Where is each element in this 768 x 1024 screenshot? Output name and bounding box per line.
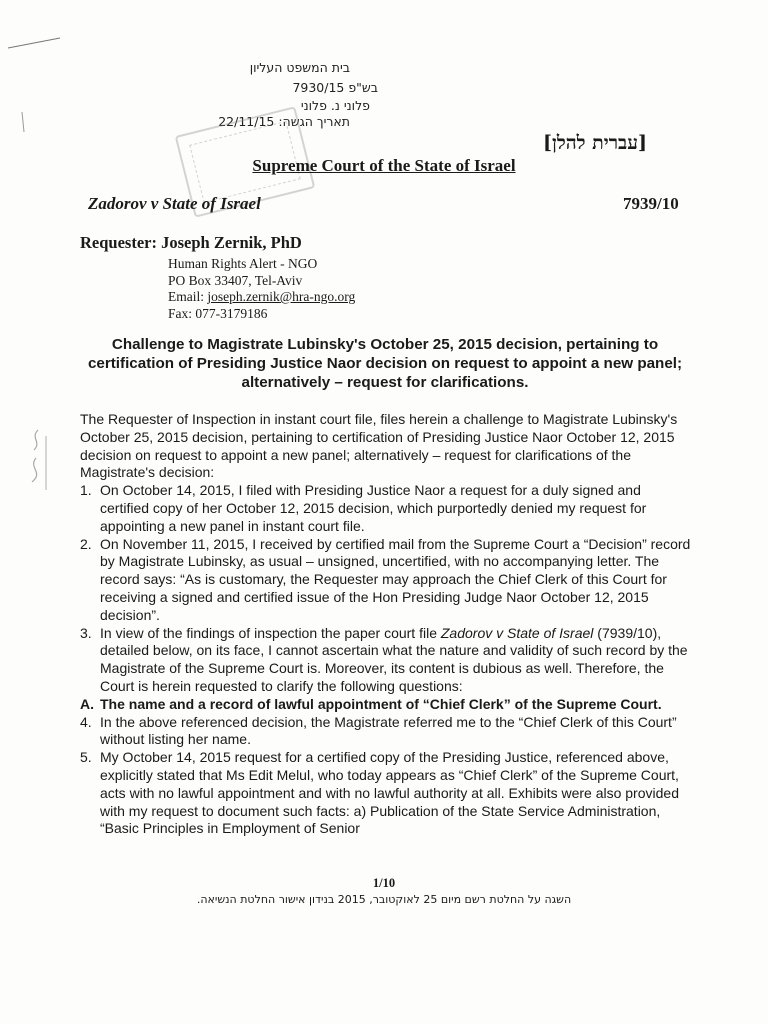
- page-number: 1/10: [372, 876, 396, 890]
- item-text: My October 14, 2015 request for a certified copy of the Presiding Justice, referenced above, explicitly stated that Ms Edit Melul, who today appears as “Chief Clerk” of the Supreme Court, acts with no lawful appointment and with no lawful authority at all. Exhibits were also provided with my request to document such facts: a) Publication of the State Service Administration, “Basic Principles in Employment of Senior: [100, 749, 679, 837]
- list-item: [80, 625, 692, 696]
- hebrew-case-line: בש"פ 7930/15: [292, 80, 378, 95]
- requester-po-box: PO Box 33407, Tel-Aviv: [168, 272, 303, 288]
- margin-handwriting-icon: [20, 428, 50, 498]
- case-title: Zadorov v State of Israel: [88, 194, 261, 213]
- item-text: The name and a record of lawful appointment of “Chief Clerk” of the Supreme Court.: [100, 695, 662, 712]
- requester-name: Requester: Joseph Zernik, PhD: [80, 233, 302, 252]
- list-item: [80, 536, 692, 625]
- item-text: In view of the findings of inspection the paper court file Zadorov v State of Israel (7939/10), detailed below, on its face, I cannot ascertain what the nature and validity of such record by the Magistrate of the Supreme Court is. Moreover, its content is dubious as well. Therefore, the Court is herein requested to clarify the following questions:: [100, 624, 688, 694]
- requester-address: [168, 256, 355, 322]
- document-body: [80, 411, 692, 838]
- item-text: In the above referenced decision, the Magistrate referred me to the “Chief Clerk of this Court” without listing her name.: [100, 713, 677, 748]
- item-text: On October 14, 2015, I filed with Presiding Justice Naor a request for a duly signed and certified copy of her October 12, 2015 decision, which purportedly denied my request for appointing a new panel in instant court file.: [100, 482, 647, 534]
- email-link[interactable]: joseph.zernik@hra-ngo.org: [207, 289, 356, 304]
- list-item: [80, 749, 692, 838]
- list-item-heading: [80, 696, 692, 714]
- hebrew-date-line: תאריך הגשה: 22/11/15: [218, 114, 350, 129]
- requester-fax: Fax: 077-3179186: [168, 305, 268, 321]
- list-item: [80, 482, 692, 535]
- hebrew-footer: השגה על החלטת רשם מיום 25 לאוקטובר, 2015 בנידון אישור החלטת הנשיאה.: [196, 893, 572, 906]
- item-number: 2.: [80, 535, 92, 552]
- list-item: [80, 714, 692, 750]
- case-number: 7939/10: [623, 194, 679, 213]
- item-letter: A.: [80, 695, 94, 712]
- hebrew-court-name: בית המשפט העליון: [249, 60, 350, 75]
- document-headline: Challenge to Magistrate Lubinsky's October 25, 2015 decision, pertaining to certification of Presiding Justice Naor decision on request to appoint a new panel; alternatively – request for clarifications.: [87, 336, 683, 391]
- item-number: 5.: [80, 749, 92, 766]
- item-number: 1.: [80, 482, 92, 499]
- hebrew-version-label: [עברית להלן]: [543, 132, 647, 154]
- hebrew-party-line: פלוני נ. פלוני: [300, 98, 370, 113]
- requester-org: Human Rights Alert - NGO: [168, 256, 318, 271]
- item-number: 4.: [80, 713, 92, 730]
- item-number: 3.: [80, 624, 92, 641]
- court-title: Supreme Court of the State of Israel: [252, 156, 516, 175]
- intro-paragraph: The Requester of Inspection in instant court file, files herein a challenge to Magistrate Lubinsky's October 25, 2015 decision, pertaining to certification of Presiding Justice Naor October 12, 2015 decision on request to appoint a new panel; alternatively – request for clarifications of the Magistrate's decision:: [80, 411, 678, 481]
- email-label: Email:: [168, 289, 204, 304]
- scan-marks-icon: [0, 20, 80, 140]
- item-text: On November 11, 2015, I received by certified mail from the Supreme Court a “Decision” record by Magistrate Lubinsky, as usual – unsigned, uncertified, with no accompanying letter. The record says: “As is customary, the Requester may approach the Chief Clerk of this Court for receiving a signed and certified issue of the Hon Presiding Judge Naor October 12, 2015 decision”.: [100, 535, 691, 623]
- requester-email-line: [168, 289, 355, 306]
